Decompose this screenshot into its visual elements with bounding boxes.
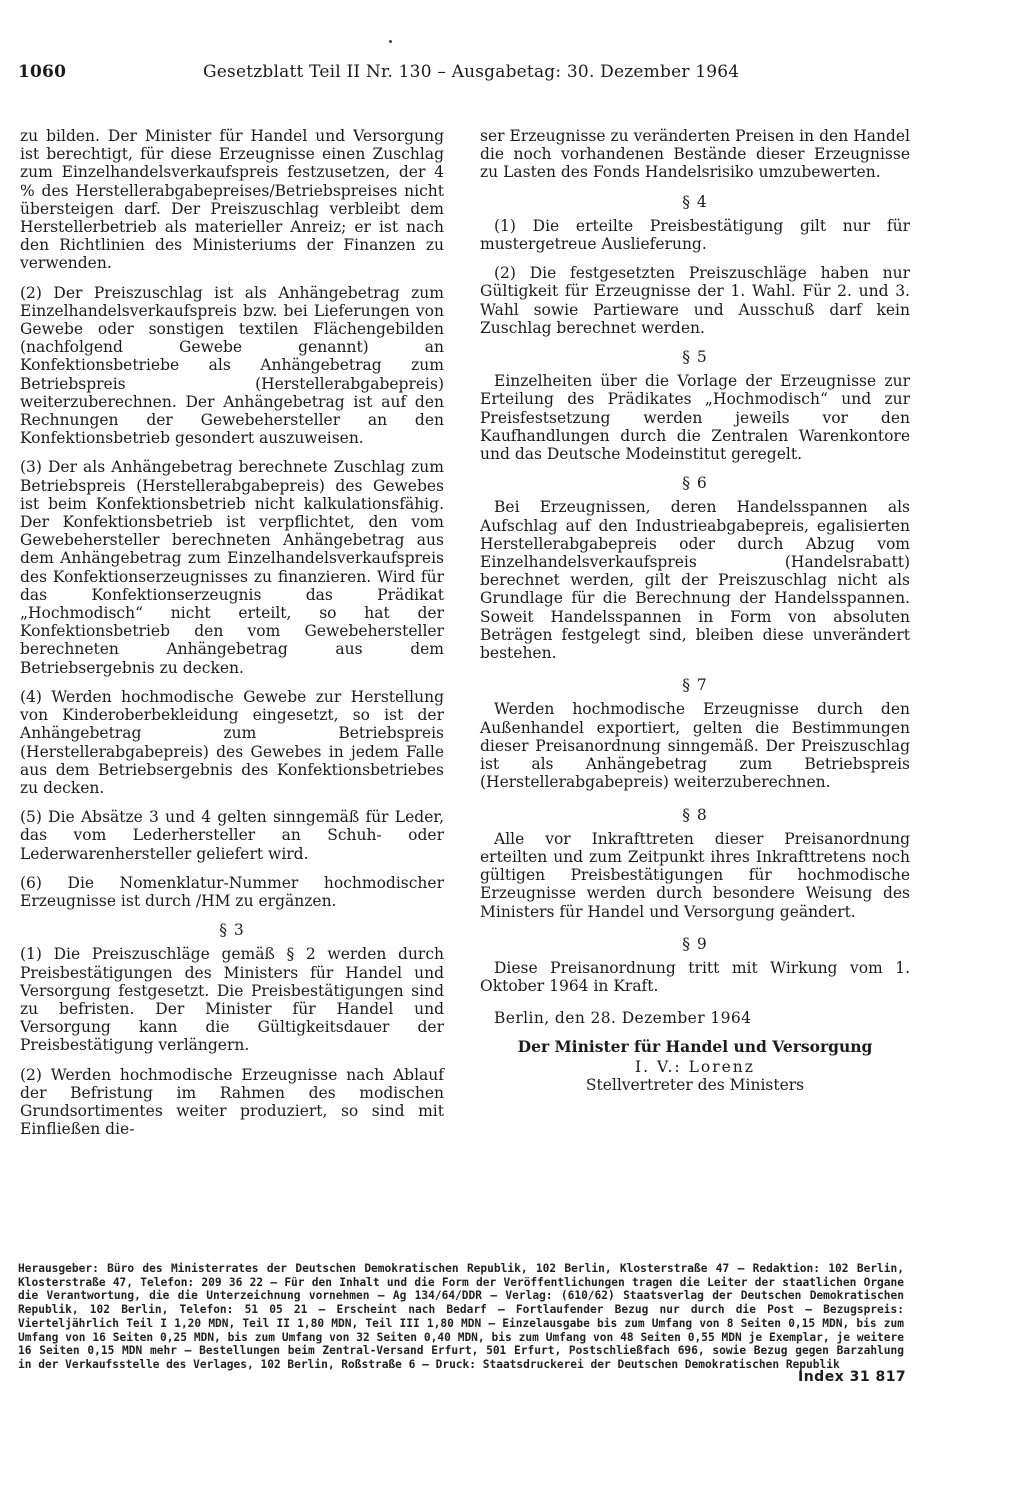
section-heading: § 3 — [219, 921, 245, 940]
paragraph: (5) Die Absätze 3 und 4 gelten sinngemäß für Leder, das vom Lederhersteller an Schuh- oder Lederwarenhersteller geliefert wird. — [20, 808, 444, 863]
signature-place-date: Berlin, den 28. Dezember 1964 — [494, 1009, 752, 1028]
section-heading: § 9 — [682, 934, 708, 953]
imprint — [18, 1262, 904, 1372]
section-heading: § 6 — [682, 474, 708, 493]
paragraph: Diese Preisanordnung tritt mit Wirkung vom 1. Oktober 1964 in Kraft. — [480, 958, 910, 996]
paragraph: (3) Der als Anhängebetrag berechnete Zuschlag zum Betriebspreis (Herstellerabgabepreis) des Gewebes ist beim Konfektionsbetrieb nicht kalkulationsfähig. Der Konfektionsbetrieb ist verpflichtet, den vom Gewebehersteller berechneten Anhängebetrag aus dem Anhängebetrag zum Einzelhandelsverkaufspreis des Konfektionserzeugnisses zu finanzieren. Wird für das Konfektionserzeugnis das Prädikat „Hochmodisch“ nicht erteilt, so hat der Konfektionsbetrieb den vom Gewebehersteller berechneten Anhängebetrag aus dem Betriebsergebnis zu decken. — [20, 458, 444, 677]
signature-person: I. V.: Lorenz — [635, 1057, 755, 1076]
paragraph: (2) Die festgesetzten Preiszuschläge haben nur Gültigkeit für Erzeugnisse der 1. Wahl. Für 2. und 3. Wahl sowie Partieware und Ausschuß darf kein Zuschlag berechnet werden. — [480, 264, 910, 337]
paragraph: (1) Die Preiszuschläge gemäß § 2 werden durch Preisbestätigungen des Ministers für Handel und Versorgung festgesetzt. Die Preisbestätigungen sind zu befristen. Der Minister für Handel und Versorgung kann die Gültigkeitsdauer der Preisbestätigung verlängern. — [20, 945, 444, 1055]
section-heading: § 4 — [682, 192, 708, 211]
right-column — [480, 127, 910, 1094]
scan-speck — [389, 40, 392, 43]
paragraph: Bei Erzeugnissen, deren Handelsspannen als Aufschlag auf den Industrieabgabepreis, egalisierten Herstellerabgabepreis oder durch Abzug vom Einzelhandelsverkaufspreis (Handelsrabatt) berechnet werden, gilt der Preiszuschlag nicht als Grundlage für die Berechnung der Handelsspannen. Soweit Handelsspannen in Form von absoluten Beträgen festgelegt sind, bleiben diese unverändert bestehen. — [480, 498, 910, 663]
paragraph: (2) Der Preiszuschlag ist als Anhängebetrag zum Einzelhandelsverkaufspreis bzw. bei Lieferungen von Gewebe oder sonstigen textilen Flächengebilden (nachfolgend Gewebe genannt) an Konfektionsbetriebe als Anhängebetrag zum Betriebspreis (Herstellerabgabepreis) weiterzuberechnen. Der Anhängebetrag ist auf den Rechnungen der Gewebehersteller an den Konfektionsbetrieb gesondert auszuweisen. — [20, 283, 444, 448]
gazette-title: Gesetzblatt Teil II Nr. 130 – Ausgabetag: 30. Dezember 1964 — [203, 62, 740, 82]
page-number: 1060 — [18, 62, 67, 82]
section-heading: § 8 — [682, 805, 708, 824]
paragraph: (6) Die Nomenklatur-Nummer hochmodischer Erzeugnisse ist durch /HM zu ergänzen. — [20, 873, 444, 910]
left-column — [20, 127, 444, 1149]
paragraph: Einzelheiten über die Vorlage der Erzeugnisse zur Erteilung des Prädikates „Hochmodisch“ und zur Preisfestsetzung werden jeweils vor den Kaufhandlungen durch die Zentralen Warenkontore und das Deutsche Modeinstitut geregelt. — [480, 372, 910, 464]
section-heading: § 5 — [682, 348, 708, 367]
section-heading: § 7 — [682, 676, 708, 695]
index-number: Index 31 817 — [798, 1369, 907, 1385]
signature-minister: Der Minister für Handel und Versorgung — [517, 1036, 873, 1056]
signature-role: Stellvertreter des Ministers — [585, 1075, 805, 1094]
imprint-text: Herausgeber: Büro des Ministerrates der Deutschen Demokratischen Republik, 102 Berlin, Klosterstraße 47 – Redaktion: 102 Berlin, Klosterstraße 47, Telefon: 209 36 22 – Für den Inhalt und die Form der Veröffentlichungen tragen die Leiter der staatlichen Organe die Verantwortung, die die Unterzeichnung vornehmen – Ag 134/64/DDR – Verlag: (610/62) Staatsverlag der Deutschen Demokratischen Republik, 102 Berlin, Telefon: 51 05 21 – Erscheint nach Bedarf – Fortlaufender Bezug nur durch die Post – Bezugspreis: Vierteljährlich Teil I 1,20 MDN, Teil II 1,80 MDN, Teil III 1,80 MDN – Einzelausgabe bis zum Umfang von 8 Seiten 0,15 MDN, bis zum Umfang von 16 Seiten 0,25 MDN, bis zum Umfang von 32 Seiten 0,40 MDN, bis zum Umfang von 48 Seiten 0,55 MDN je Exemplar, je weitere 16 Seiten 0,15 MDN mehr – Bestellungen beim Zentral-Versand Erfurt, 501 Erfurt, Postschließfach 696, sowie Bezug gegen Barzahlung in der Verkaufsstelle des Verlages, 102 Berlin, Roßstraße 6 – Druck: Staatsdruckerei der Deutschen Demokratischen Republik — [18, 1262, 904, 1371]
paragraph: (1) Die erteilte Preisbestätigung gilt nur für mustergetreue Auslieferung. — [480, 216, 910, 254]
paragraph: Werden hochmodische Erzeugnisse durch den Außenhandel exportiert, gelten die Bestimmungen dieser Preisanordnung sinngemäß. Der Preiszuschlag ist als Anhängebetrag zum Betriebspreis (Herstellerabgabepreis) weiterzuberechnen. — [480, 700, 910, 792]
paragraph: Alle vor Inkrafttreten dieser Preisanordnung erteilten und zum Zeitpunkt ihres Inkrafttretens noch gültigen Preisbestätigungen für hochmodische Erzeugnisse werden durch besondere Weisung des Ministers für Handel und Versorgung geändert. — [480, 829, 910, 921]
paragraph: (2) Werden hochmodische Erzeugnisse nach Ablauf der Befristung im Rahmen des modischen Grundsortimentes weiter produziert, so sind mit Einfließen die- — [20, 1065, 444, 1139]
page-header — [18, 62, 738, 90]
paragraph: (4) Werden hochmodische Gewebe zur Herstellung von Kinderoberbekleidung eingesetzt, so ist der Anhängebetrag zum Betriebspreis (Herstellerabgabepreis) des Gewebes in jedem Falle aus dem Betriebsergebnis des Konfektionsbetriebes zu decken. — [20, 687, 444, 797]
paragraph: zu bilden. Der Minister für Handel und Versorgung ist berechtigt, für diese Erzeugnisse einen Zuschlag zum Einzelhandelsverkaufspreis festzusetzen, der 4 % des Herstellerabgabepreises/Betriebspreises nicht übersteigen darf. Der Preiszuschlag verbleibt dem Herstellerbetrieb als materieller Anreiz; er ist nach den Richtlinien des Ministeriums der Finanzen zu verwenden. — [20, 127, 444, 273]
paragraph: ser Erzeugnisse zu veränderten Preisen in den Handel die noch vorhandenen Bestände dieser Erzeugnisse zu Lasten des Fonds Handelsrisiko umzubewerten. — [480, 127, 910, 182]
